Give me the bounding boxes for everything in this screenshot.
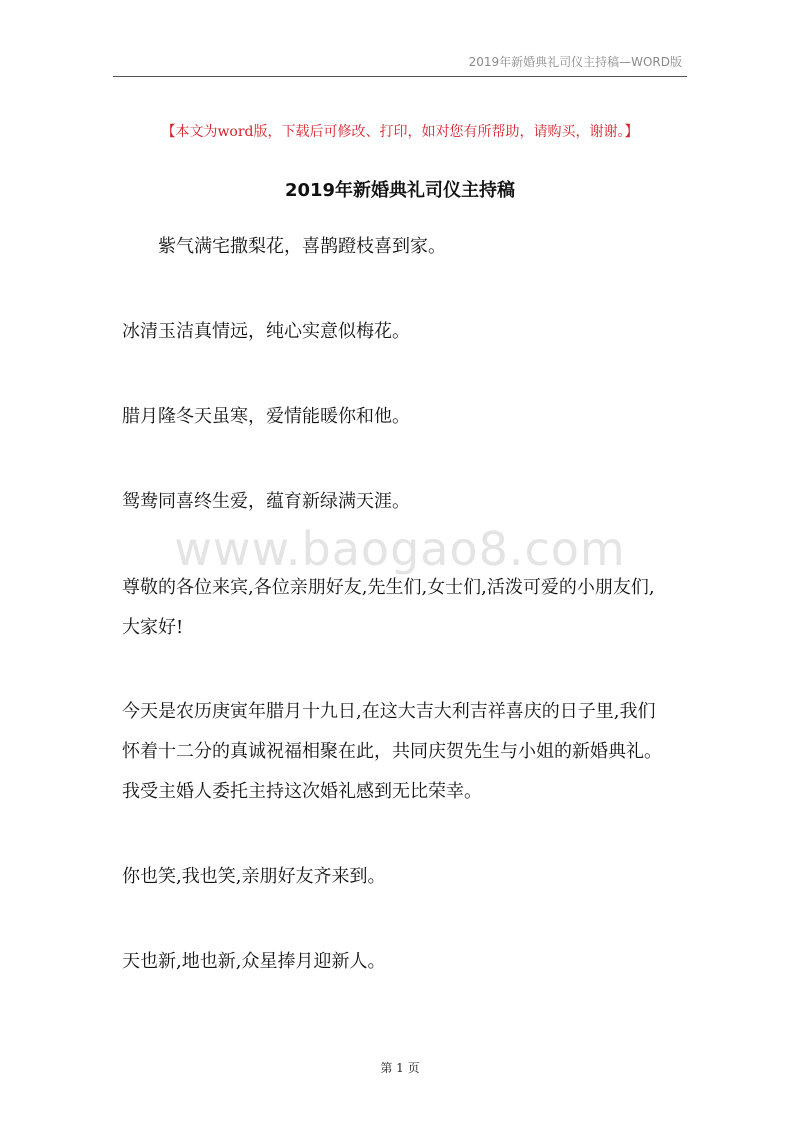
paragraph-poem-line-3: 腊月隆冬天虽寒，爱情能暖你和他。 <box>122 406 410 427</box>
download-notice: 【本文为word版，下载后可修改、打印，如对您有所帮助，请购买，谢谢。】 <box>161 124 639 140</box>
paragraph-intro-line-1: 今天是农历庚寅年腊月十九日,在这大吉大利吉祥喜庆的日子里,我们 <box>122 701 656 722</box>
paragraph-poem-line-4: 鸳鸯同喜终生爱，蕴育新绿满天涯。 <box>122 491 410 512</box>
paragraph-poem-line-1: 紫气满宅撒梨花，喜鹊蹬枝喜到家。 <box>158 236 446 257</box>
paragraph-intro-line-3: 我受主婚人委托主持这次婚礼感到无比荣幸。 <box>122 781 482 802</box>
paragraph-poem-line-2: 冰清玉洁真情远，纯心实意似梅花。 <box>122 321 410 342</box>
page-number: 第 1 页 <box>380 1061 420 1075</box>
paragraph-verse-1: 你也笑,我也笑,亲朋好友齐来到。 <box>122 866 386 887</box>
document-title: 2019年新婚典礼司仪主持稿 <box>284 180 516 201</box>
paragraph-intro-line-2: 怀着十二分的真诚祝福相聚在此，共同庆贺先生与小姐的新婚典礼。 <box>122 741 662 762</box>
header-divider <box>113 76 687 77</box>
paragraph-verse-2: 天也新,地也新,众星捧月迎新人。 <box>122 951 386 972</box>
watermark: www.baogao8.com <box>174 522 626 576</box>
paragraph-greeting-line-2: 大家好! <box>122 617 184 638</box>
paragraph-greeting-line-1: 尊敬的各位来宾,各位亲朋好友,先生们,女士们,活泼可爱的小朋友们, <box>122 577 655 598</box>
running-header: 2019年新婚典礼司仪主持稿—WORD版 <box>468 55 682 69</box>
